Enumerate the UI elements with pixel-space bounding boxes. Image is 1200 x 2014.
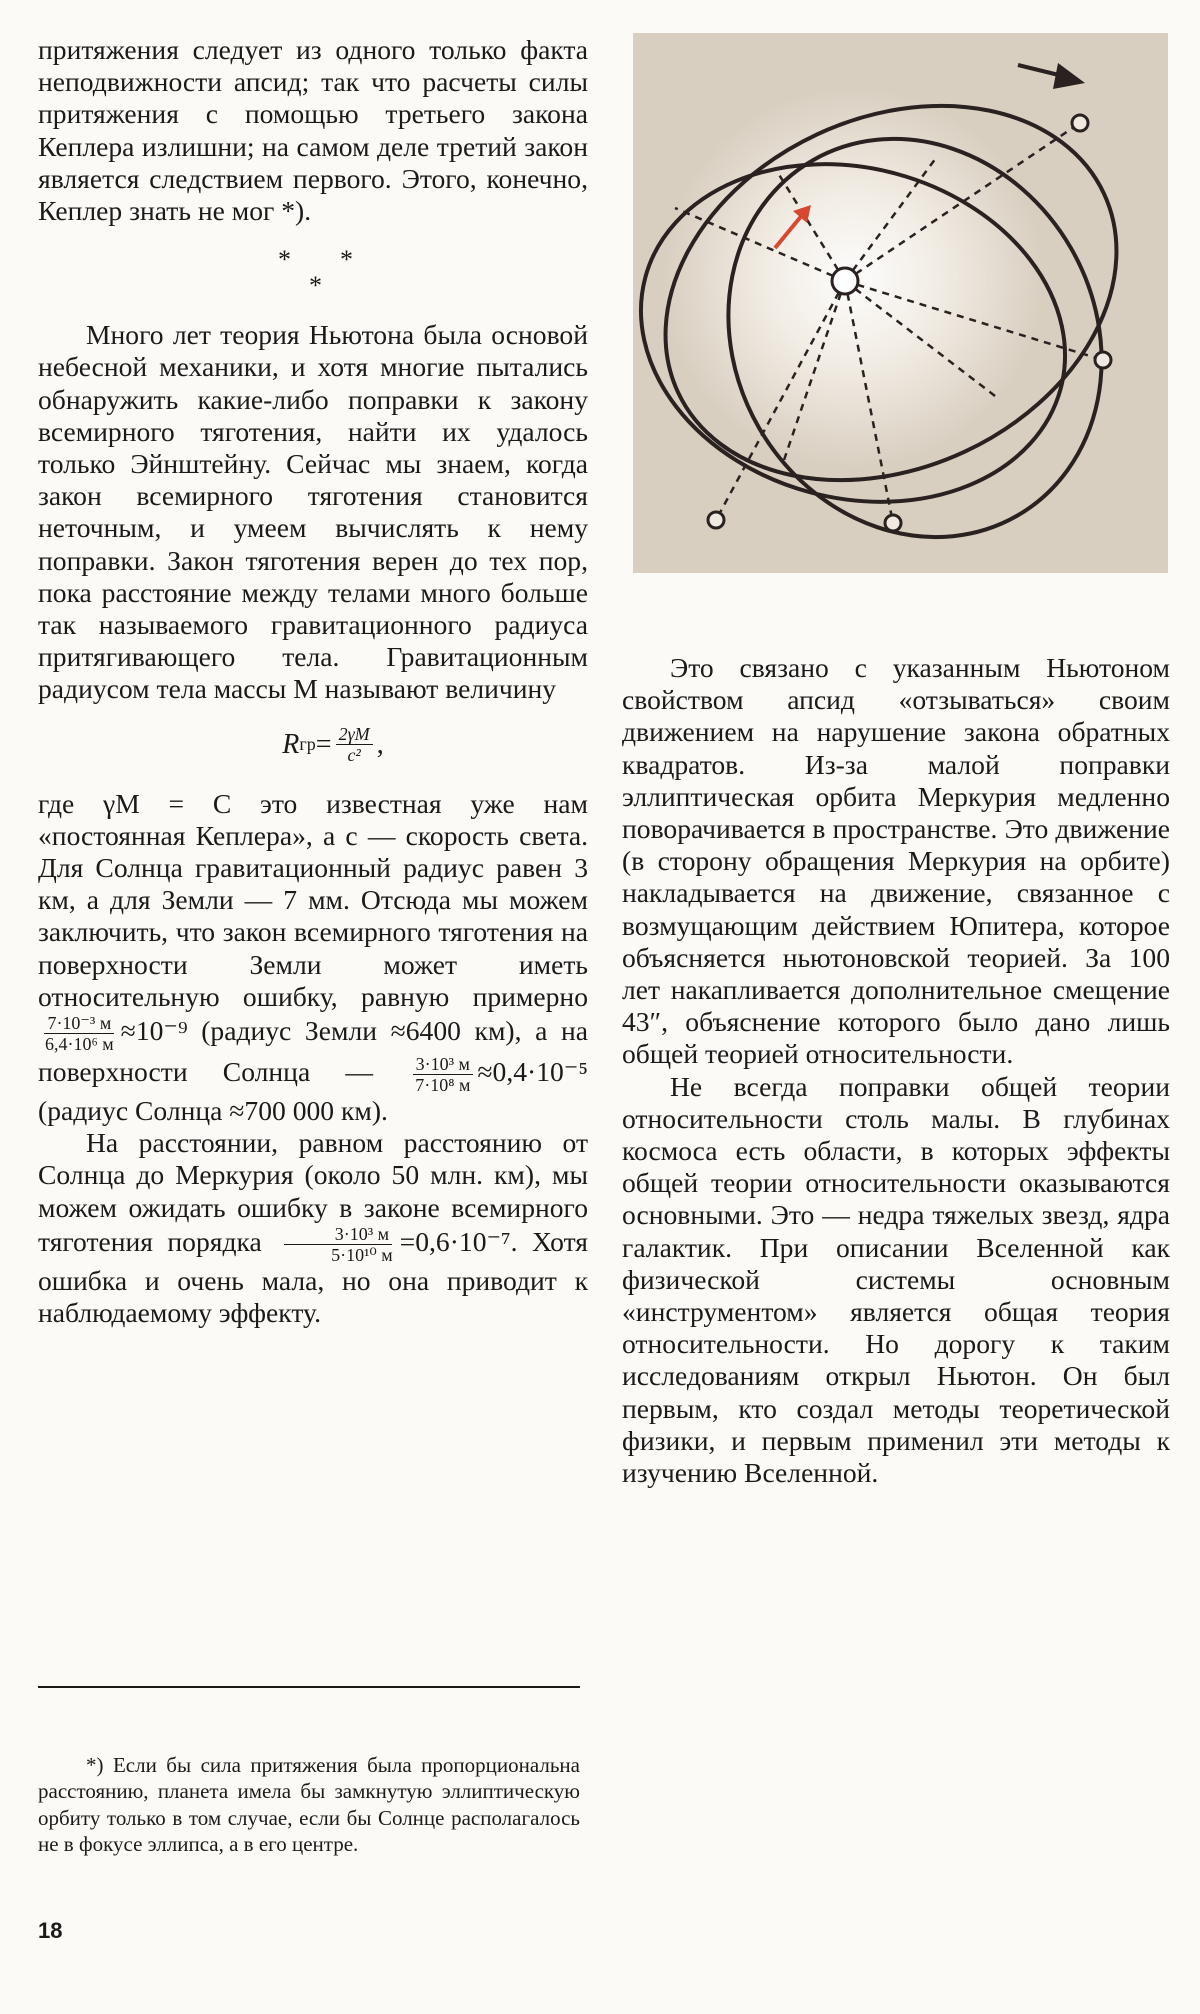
formula-lhs: R	[282, 728, 300, 760]
fraction-earth	[42, 1013, 117, 1054]
precession-orbit-figure	[633, 33, 1168, 573]
formula-fraction	[336, 724, 373, 765]
fraction-denominator: 7·10⁸ м	[415, 1075, 471, 1096]
fraction-denominator: 5·10¹⁰ м	[331, 1244, 393, 1265]
formula-numerator: 2γM	[336, 724, 373, 745]
footnote-divider	[38, 1686, 580, 1688]
mercury-position	[1095, 352, 1111, 368]
sun	[832, 268, 858, 294]
page-number: 18	[38, 1918, 63, 1943]
fraction-denominator: 6,4·10⁶ м	[45, 1034, 114, 1055]
fraction-numerator: 3·10³ м	[284, 1224, 392, 1245]
formula-equals: =	[315, 728, 332, 760]
text-segment: ≈0,4·10⁻⁵ (радиус Солнца ≈700 000 км).	[38, 1055, 588, 1127]
left-column	[38, 34, 588, 1329]
paragraph-continuation: притяжения следует из одного только факта неподвижности апсид; так что расчеты силы притяжения с помощью третьего закона Кеплера излишни; на самом деле третий закон является следствием первого. Этого, конечно, Кеплер знать не мог *).	[38, 34, 588, 227]
formula-gravitational-radius	[78, 714, 588, 776]
formula-denominator: c²	[347, 745, 361, 766]
mercury-position	[708, 512, 724, 528]
orbit-diagram-svg	[633, 33, 1168, 573]
star-1: *	[278, 245, 291, 275]
fraction-numerator: 7·10⁻³ м	[44, 1013, 114, 1034]
section-separator-stars	[38, 241, 588, 309]
fraction-sun	[412, 1054, 473, 1095]
footnote: *) Если бы сила притяжения была пропорциональна расстоянию, планета имела бы замкнутую эллиптическую орбиту только в том случае, если бы Солнце располагалось не в фокусе эллипса, а в его центре.	[38, 1753, 580, 1857]
mercury-position	[885, 515, 901, 531]
paragraph-apsid-precession: Это связано с указанным Ньютоном свойством апсид «отзываться» своим движением на нарушение закона обратных квадратов. Из-за малой поправки эллиптическая орбита Меркурия медленно поворачивается в пространстве. Это движение (в сторону обращения Меркурия на орбите) накладывается на движение, связанное с возмущающим действием Юпитера, которое объясняется ньютоновской теорией. За 100 лет накапливается дополнительное смещение 43″, объяснение которого было дано лишь общей теорией относительности.	[622, 652, 1170, 1070]
paragraph-general-relativity: Не всегда поправки общей теории относительности столь малы. В глубинах космоса есть области, в которых эффекты общей теории относительности оказываются основными. Это — недра тяжелых звезд, ядра галактик. При описании Вселенной как физической системы основным «инструментом» является общая теория относительности. Но дорогу к таким исследованиям открыл Ньютон. Он был первым, кто создал методы теоретической физики, и первым применил эти методы к изучению Вселенной.	[622, 1070, 1170, 1489]
star-3: *	[309, 271, 322, 301]
paragraph-error-estimate	[38, 788, 588, 1128]
text-segment: где γM = C это известная уже нам «постоянная Кеплера», а c — скорость света. Для Солнца гравитационный радиус равен 3 км, а для Земли — 7 мм. Отсюда мы можем заключить, что закон всемирного тяготения на поверхности Земли может иметь относительную ошибку, равную примерно	[38, 787, 588, 1012]
fraction-numerator: 3·10³ м	[413, 1054, 473, 1075]
right-column	[622, 652, 1170, 1489]
star-2: *	[340, 245, 353, 275]
formula-subscript: гр	[299, 734, 316, 755]
fraction-mercury	[280, 1224, 396, 1265]
mercury-position	[1072, 115, 1088, 131]
formula-tail: ,	[376, 728, 384, 760]
text-segment: ≈10⁻⁹ (радиус Земли ≈6400 км), а на поверхности Солнца —	[38, 1014, 588, 1087]
paragraph-gravitational-radius: Много лет теория Ньютона была основой небесной механики, и хотя многие пытались обнаружить какие-либо поправки к закону всемирного тяготения, найти их удалось только Эйнштейну. Сейчас мы знаем, когда закон всемирного тяготения становится неточным, и умеем вычислять к нему поправки. Закон тяготения верен до тех пор, пока расстояние между телами много больше так называемого гравитационного радиуса притягивающего тела. Гравитационным радиусом тела массы M называют величину	[38, 319, 588, 705]
paragraph-mercury-distance	[38, 1127, 588, 1329]
text-segment: На расстоянии, равном расстоянию от Солнца до Меркурия (около 50 млн. км), мы можем ожидать ошибку в законе всемирного тяготения порядка	[38, 1127, 588, 1257]
text-segment: =0,6·10⁻⁷. Хотя ошибка и очень мала, но она приводит к наблюдаемому эффекту.	[38, 1225, 588, 1329]
